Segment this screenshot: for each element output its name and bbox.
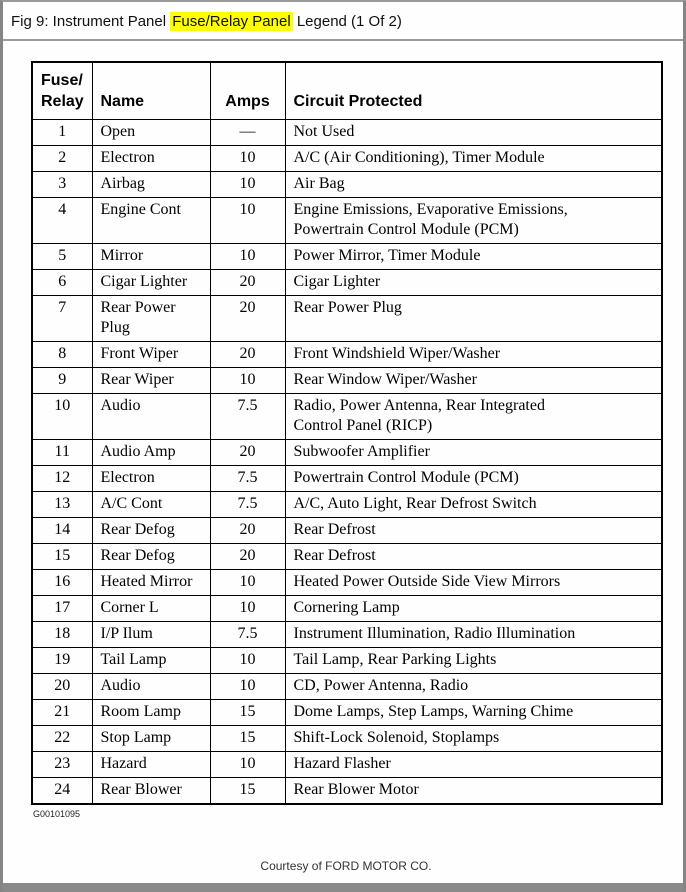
fuse-table-body — [32, 119, 662, 804]
fuse-name: Rear Defog — [92, 543, 210, 569]
circuit-protected: Cigar Lighter — [285, 269, 662, 295]
fuse-name: Open — [92, 119, 210, 145]
col-header-name: Name — [92, 62, 210, 119]
circuit-protected: Rear Defrost — [285, 543, 662, 569]
fuse-name: Hazard — [92, 751, 210, 777]
fuse-name: Electron — [92, 145, 210, 171]
figure-title — [3, 2, 683, 39]
fuse-name: Cigar Lighter — [92, 269, 210, 295]
fuse-name: I/P Ilum — [92, 621, 210, 647]
table-row — [32, 673, 662, 699]
fuse-name: Electron — [92, 465, 210, 491]
fuse-name: Stop Lamp — [92, 725, 210, 751]
circuit-protected: Front Windshield Wiper/Washer — [285, 341, 662, 367]
table-row — [32, 367, 662, 393]
fuse-legend-table — [31, 61, 663, 805]
fuse-number: 12 — [32, 465, 92, 491]
fuse-name: Audio Amp — [92, 439, 210, 465]
fuse-number: 5 — [32, 243, 92, 269]
circuit-protected: Subwoofer Amplifier — [285, 439, 662, 465]
fuse-name: Mirror — [92, 243, 210, 269]
col-header-fuse-line2: Relay — [41, 92, 84, 110]
circuit-protected: CD, Power Antenna, Radio — [285, 673, 662, 699]
col-header-fuse-relay — [32, 62, 92, 119]
circuit-protected: Heated Power Outside Side View Mirrors — [285, 569, 662, 595]
fuse-amps: — — [210, 119, 285, 145]
table-row — [32, 439, 662, 465]
fuse-amps: 20 — [210, 341, 285, 367]
fuse-amps: 10 — [210, 595, 285, 621]
fuse-number: 14 — [32, 517, 92, 543]
fuse-amps: 20 — [210, 269, 285, 295]
circuit-protected: Rear Power Plug — [285, 295, 662, 341]
table-header-row — [32, 62, 662, 119]
bottom-bar — [3, 883, 683, 892]
fuse-amps: 20 — [210, 543, 285, 569]
fuse-number: 6 — [32, 269, 92, 295]
fuse-number: 21 — [32, 699, 92, 725]
figure-code: G00101095 — [33, 808, 81, 819]
table-row — [32, 171, 662, 197]
fuse-number: 7 — [32, 295, 92, 341]
fuse-number: 9 — [32, 367, 92, 393]
fuse-number: 19 — [32, 647, 92, 673]
fuse-number: 18 — [32, 621, 92, 647]
fuse-name: Rear Wiper — [92, 367, 210, 393]
courtesy-note: Courtesy of FORD MOTOR CO. — [260, 858, 432, 873]
circuit-protected: Radio, Power Antenna, Rear Integrated Control Panel (RICP) — [285, 393, 662, 439]
circuit-protected: Tail Lamp, Rear Parking Lights — [285, 647, 662, 673]
fuse-name: A/C Cont — [92, 491, 210, 517]
circuit-protected: Hazard Flasher — [285, 751, 662, 777]
fuse-amps: 7.5 — [210, 393, 285, 439]
fuse-number: 23 — [32, 751, 92, 777]
fuse-amps: 15 — [210, 725, 285, 751]
fuse-number: 16 — [32, 569, 92, 595]
fuse-amps: 10 — [210, 673, 285, 699]
fuse-amps: 10 — [210, 751, 285, 777]
fuse-name: Airbag — [92, 171, 210, 197]
circuit-protected: Power Mirror, Timer Module — [285, 243, 662, 269]
fuse-number: 8 — [32, 341, 92, 367]
fuse-amps: 10 — [210, 145, 285, 171]
table-row — [32, 543, 662, 569]
fuse-number: 15 — [32, 543, 92, 569]
table-row — [32, 119, 662, 145]
table-row — [32, 647, 662, 673]
table-row — [32, 569, 662, 595]
fuse-number: 20 — [32, 673, 92, 699]
fuse-name: Room Lamp — [92, 699, 210, 725]
fuse-amps: 7.5 — [210, 465, 285, 491]
fuse-name: Rear Power Plug — [92, 295, 210, 341]
fuse-number: 4 — [32, 197, 92, 243]
fuse-number: 1 — [32, 119, 92, 145]
fuse-amps: 7.5 — [210, 491, 285, 517]
figure-title-suffix: Legend (1 Of 2) — [292, 13, 402, 30]
table-row — [32, 517, 662, 543]
circuit-protected: Air Bag — [285, 171, 662, 197]
fuse-name: Tail Lamp — [92, 647, 210, 673]
circuit-protected: Dome Lamps, Step Lamps, Warning Chime — [285, 699, 662, 725]
fuse-number: 22 — [32, 725, 92, 751]
table-row — [32, 465, 662, 491]
circuit-protected: Cornering Lamp — [285, 595, 662, 621]
fuse-name: Heated Mirror — [92, 569, 210, 595]
title-highlight: Fuse/Relay Panel — [172, 13, 291, 30]
fuse-name: Audio — [92, 673, 210, 699]
figure-title-prefix: Fig 9: Instrument Panel — [11, 13, 171, 30]
fuse-name: Rear Blower — [92, 777, 210, 804]
fuse-amps: 10 — [210, 171, 285, 197]
col-header-fuse-line1: Fuse/ — [41, 71, 83, 89]
circuit-protected: Rear Defrost — [285, 517, 662, 543]
table-row — [32, 393, 662, 439]
circuit-protected: Instrument Illumination, Radio Illumination — [285, 621, 662, 647]
circuit-protected: Rear Blower Motor — [285, 777, 662, 804]
table-row — [32, 341, 662, 367]
circuit-protected: Engine Emissions, Evaporative Emissions, Powertrain Control Module (PCM) — [285, 197, 662, 243]
fuse-number: 2 — [32, 145, 92, 171]
circuit-protected: A/C (Air Conditioning), Timer Module — [285, 145, 662, 171]
circuit-protected: Not Used — [285, 119, 662, 145]
table-row — [32, 751, 662, 777]
fuse-amps: 7.5 — [210, 621, 285, 647]
table-row — [32, 621, 662, 647]
fuse-number: 24 — [32, 777, 92, 804]
circuit-protected: Rear Window Wiper/Washer — [285, 367, 662, 393]
fuse-amps: 10 — [210, 197, 285, 243]
fuse-number: 3 — [32, 171, 92, 197]
table-row — [32, 269, 662, 295]
table-row — [32, 145, 662, 171]
fuse-number: 13 — [32, 491, 92, 517]
fuse-amps: 20 — [210, 517, 285, 543]
fuse-amps: 10 — [210, 569, 285, 595]
fuse-number: 10 — [32, 393, 92, 439]
table-row — [32, 197, 662, 243]
fuse-name: Corner L — [92, 595, 210, 621]
fuse-amps: 15 — [210, 777, 285, 804]
fuse-number: 17 — [32, 595, 92, 621]
circuit-protected: Shift-Lock Solenoid, Stoplamps — [285, 725, 662, 751]
fuse-number: 11 — [32, 439, 92, 465]
table-row — [32, 595, 662, 621]
table-row — [32, 491, 662, 517]
fuse-amps: 15 — [210, 699, 285, 725]
fuse-amps: 10 — [210, 647, 285, 673]
table-row — [32, 295, 662, 341]
table-row — [32, 725, 662, 751]
col-header-circuit: Circuit Protected — [285, 62, 662, 119]
col-header-amps: Amps — [210, 62, 285, 119]
fuse-amps: 20 — [210, 439, 285, 465]
fuse-amps: 10 — [210, 243, 285, 269]
table-row — [32, 699, 662, 725]
fuse-name: Front Wiper — [92, 341, 210, 367]
table-row — [32, 777, 662, 804]
circuit-protected: Powertrain Control Module (PCM) — [285, 465, 662, 491]
fuse-name: Audio — [92, 393, 210, 439]
circuit-protected: A/C, Auto Light, Rear Defrost Switch — [285, 491, 662, 517]
fuse-name: Rear Defog — [92, 517, 210, 543]
figure-content — [3, 41, 683, 873]
fuse-name: Engine Cont — [92, 197, 210, 243]
fuse-amps: 10 — [210, 367, 285, 393]
table-row — [32, 243, 662, 269]
fuse-amps: 20 — [210, 295, 285, 341]
